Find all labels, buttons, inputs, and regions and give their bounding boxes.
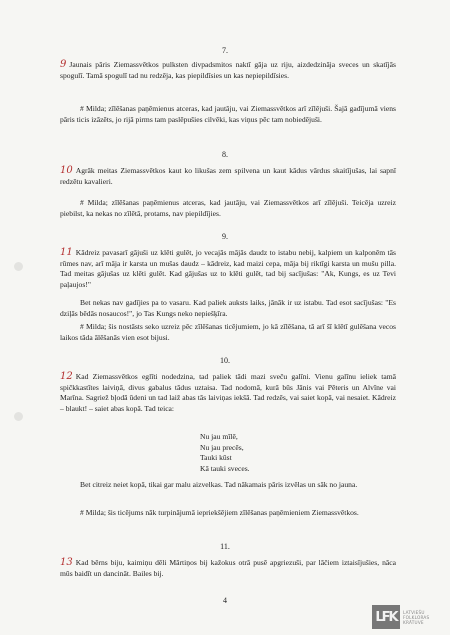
page-number: 4 bbox=[223, 596, 227, 605]
logo-mark: LFK bbox=[372, 605, 400, 629]
handwritten-number: 12 bbox=[60, 371, 73, 382]
section-number: 8. bbox=[222, 150, 228, 159]
paragraph: 12 Kad Ziemassvētkos eglīti nodedzina, tad paliek tādi mazi sveču galīni. Vienu galīnu ieliek tamā spičkkastītes laiviņā, divus gabalus tādus uztaisa. Tad nodomā, kurā būs Jānis vai Pēteris un Alvīne vai Marīna. Sagriež bļodā ūdeni un tad laiž abas tās laiviņas iekšā. Tad redzēs, vai saiet kopā, vai nesaiet. Kādreiz – blaukt! – saiet abas kopā. Tad teica: bbox=[60, 371, 396, 413]
paragraph: # Milda; šis nostāsts seko uzreiz pēc zīlēšanas ticējumiem, jo kā zīlēšana, tā arī šī klētī gulēšana vecos laikos tāda ālēšanās vien esot bijusi. bbox=[60, 322, 396, 342]
verse-line: Kā tauki sveces. bbox=[200, 463, 250, 473]
punch-hole bbox=[14, 262, 23, 271]
paragraph: Bet citreiz neiet kopā, tikai gar malu aizvelkas. Tad nākamais pāris izvēlas un sāk no jauna. bbox=[80, 480, 358, 489]
section-number: 7. bbox=[222, 46, 228, 55]
section-number: 11. bbox=[220, 542, 230, 551]
paragraph: # Milda; šis ticējums nāk turpinājumā iepriekšējiem zīlēšanas paņēmieniem Ziemassvētkos. bbox=[80, 508, 359, 517]
handwritten-number: 10 bbox=[60, 165, 73, 176]
paragraph: 9 Jaunais pāris Ziemassvētkos pulksten divpadsmitos naktī gāja uz riju, aizdedzināja sveces un skatījās spogulī. Tamā spogulī tad nu redzēja, kas piepildīsies un kas nepiepildīsies. bbox=[60, 59, 396, 80]
verse-line: Nu jau mīlē, bbox=[200, 432, 238, 441]
punch-hole bbox=[14, 412, 23, 421]
paragraph: 10 Agrāk meitas Ziemassvētkos kaut ko likušas zem spilvena un kaut kādus vārdus skaitījušas, lai sapnī redzētu kavalieri. bbox=[60, 165, 396, 186]
archive-logo bbox=[372, 603, 446, 631]
paragraph: Bet nekas nav gadījies pa to vasaru. Kad paliek auksts laiks, jānāk ir uz istabu. Tad esot sacījušas: "Es dziļās bēdās nosaucos!", jo Tas Kungs neko nepiešķīra. bbox=[60, 298, 396, 318]
section-number: 10. bbox=[220, 356, 230, 365]
paragraph: # Milda; zīlēšanas paņēmienus atceras, kad jautāju, vai Ziemassvētkos arī zīlējuši. Šajā gadījumā viens pāris ticis izāzēts, jo rijā pirms tam paslēpušies cilvēki, kas viņus pēc tam nobiedējuši. bbox=[60, 104, 396, 124]
paragraph: # Milda; zīlēšanas paņēmienus atceras, kad jautāju, vai Ziemassvētkos arī zīlējuši. Teicēja uzreiz piebilst, ka nekas no zīlētā, protams, nav piepildījies. bbox=[60, 198, 396, 218]
section-number: 9. bbox=[222, 232, 228, 241]
paragraph: 13 Kad bērns biju, kaimiņu dēli Mārtiņos bij kažokus otrā pusē apgriezuši, par lāčiem iztaisījušies, nāca mūs baidīt un dancināt. Bailes bij. bbox=[60, 557, 396, 578]
logo-text: LATVIEŠU FOLKLORAS KRĀTUVE bbox=[403, 609, 430, 625]
handwritten-number: 9 bbox=[60, 59, 67, 70]
verse-line: Tauki kūst bbox=[200, 453, 232, 463]
verse-line: Nu jau precēs, bbox=[200, 442, 244, 452]
handwritten-number: 13 bbox=[60, 557, 73, 568]
verse bbox=[200, 432, 360, 474]
handwritten-number: 11 bbox=[60, 247, 73, 258]
paragraph: 11 Kādreiz pavasarī gājuši uz klēti gulēt, jo vecajās mājās daudz to istabu nebij, kalpiem un kalponēm tās rūmes nav, arī māja ir karsta un mušas daudz – kādreiz, kad maizi cepa, māja bij riktīgi karsta un mušu pilla. Tad meitas gājušas uz klēti gulēt. Kad gājušas uz to klēti gulēt, tad bij sacījušas: "Ak, Kungs, es uz Tevi paļaujos!" bbox=[60, 247, 396, 289]
